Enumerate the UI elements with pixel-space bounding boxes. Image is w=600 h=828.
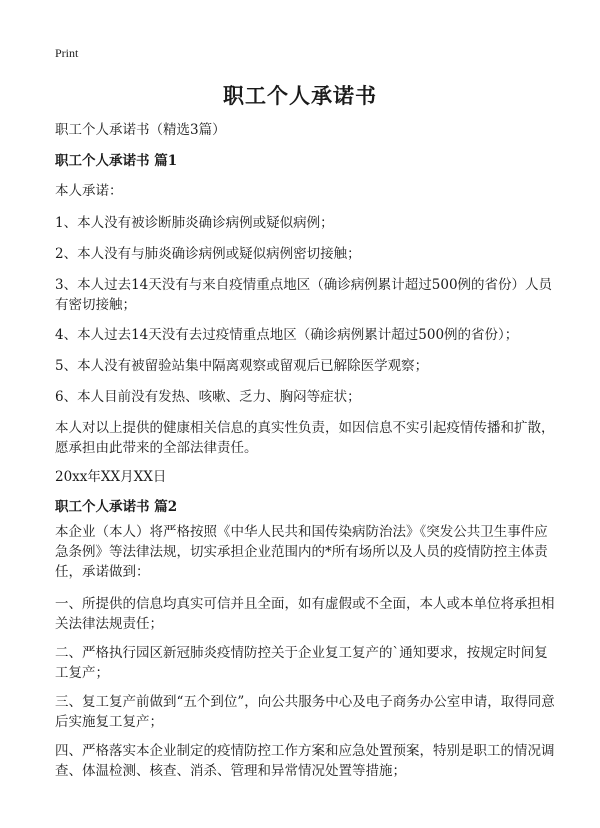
section2-item: 一、所提供的信息均真实可信并且全面，如有虚假或不全面，本人或本单位将承担相关法律法规责任； bbox=[55, 596, 555, 632]
section1-item: 5、本人没有被留验站集中隔离观察或留观后已解除医学观察； bbox=[55, 358, 429, 374]
section1-item: 3、本人过去14天没有与来自疫情重点地区（确诊病例累计超过500例的省份）人员有密切接触； bbox=[55, 277, 553, 313]
print-link[interactable]: Print bbox=[55, 46, 79, 60]
section2-item: 四、严格落实本企业制定的疫情防控工作方案和应急处置预案，特别是职工的情况调查、体温检测、核查、消杀、管理和异常情况处置等措施； bbox=[55, 743, 555, 779]
section1-statement: 本人对以上提供的健康相关信息的真实性负责，如因信息不实引起疫情传播和扩散，愿承担由此带来的全部法律责任。 bbox=[55, 420, 555, 456]
section2-heading: 职工个人承诺书 篇2 bbox=[55, 499, 178, 515]
page-title: 职工个人承诺书 bbox=[223, 83, 377, 108]
section1-item: 4、本人过去14天没有去过疫情重点地区（确诊病例累计超过500例的省份）； bbox=[55, 327, 519, 343]
section2-intro: 本企业（本人）将严格按照《中华人民共和国传染病防治法》《突发公共卫生事件应急条例》等法律法规，切实承担企业范围内的*所有场所以及人员的疫情防控主体责任，承诺做到： bbox=[55, 524, 548, 580]
section2-item: 三、复工复产前做到“五个到位”，向公共服务中心及电子商务办公室申请，取得同意后实施复工复产； bbox=[55, 694, 555, 730]
section1-item: 1、本人没有被诊断肺炎确诊病例或疑似病例； bbox=[55, 215, 334, 231]
section1-intro: 本人承诺： bbox=[55, 183, 123, 199]
section2-item: 二、严格执行园区新冠肺炎疫情防控关于企业复工复产的`通知要求，按规定时间复工复产； bbox=[55, 645, 548, 681]
section1-heading: 职工个人承诺书 篇1 bbox=[55, 153, 178, 169]
subtitle: 职工个人承诺书（精选3篇） bbox=[55, 122, 226, 138]
section1-date: 20xx年XX月XX日 bbox=[55, 469, 167, 485]
section1-item: 2、本人没有与肺炎确诊病例或疑似病例密切接触； bbox=[55, 246, 361, 262]
section1-item: 6、本人目前没有发热、咳嗽、乏力、胸闷等症状； bbox=[55, 389, 361, 405]
